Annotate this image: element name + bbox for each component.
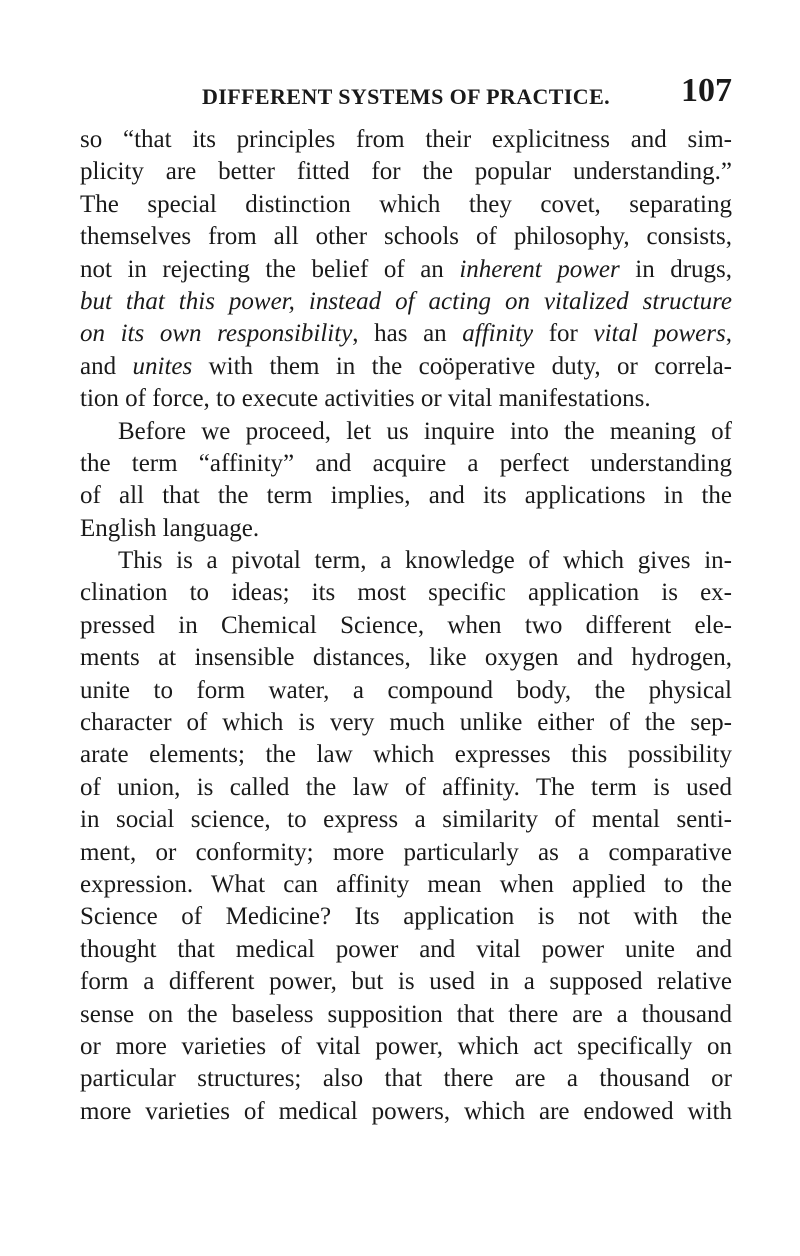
text-line — [80, 837, 732, 869]
text-line — [80, 804, 732, 836]
text-line — [80, 934, 732, 966]
text-run: the term “affinity” and acquire a perfect understanding — [80, 449, 732, 477]
text-line — [80, 286, 732, 318]
italic-run: affinity — [462, 320, 534, 348]
text-run: Science of Medicine? Its application is not with the — [80, 903, 732, 931]
text-run: sense on the baseless supposition that there are a thousand — [80, 1000, 732, 1028]
running-title: DIFFERENT SYSTEMS OF PRACTICE. — [202, 84, 611, 109]
text-run: not in rejecting the belief of an — [80, 255, 460, 283]
paragraph — [80, 545, 732, 1128]
text-line — [80, 707, 732, 739]
text-line — [80, 254, 732, 286]
page-number: 107 — [681, 72, 732, 109]
text-run: The special distinction which they covet, separating — [80, 190, 732, 218]
text-run: more varieties of medical powers, which are endowed with — [80, 1097, 732, 1125]
italic-run: unites — [132, 352, 193, 380]
text-run: with them in the coöperative duty, or correla- — [192, 352, 732, 380]
text-run: pressed in Chemical Science, when two different ele- — [80, 611, 732, 639]
text-line — [80, 448, 732, 480]
text-run: plicity are better fitted for the popular understanding.” — [80, 158, 732, 186]
text-line — [80, 577, 732, 609]
paragraph — [80, 416, 732, 546]
text-run: particular structures; also that there are a thousand or — [80, 1065, 732, 1093]
text-line — [80, 610, 732, 642]
text-run: Before we proceed, let us inquire into the meaning of — [118, 417, 732, 445]
text-run: so “that its principles from their explicitness and sim- — [80, 126, 732, 153]
text-run: and — [80, 352, 133, 380]
text-line — [80, 1031, 732, 1063]
text-run: , — [725, 320, 732, 348]
text-run: tion of force, to execute activities or vital manifestations. — [80, 385, 651, 413]
text-line — [80, 642, 732, 674]
text-run: thought that medical power and vital power unite and — [80, 935, 732, 963]
text-run: , has an — [352, 320, 463, 348]
text-line — [80, 772, 732, 804]
text-line — [80, 383, 732, 415]
text-line — [80, 966, 732, 998]
paragraph — [80, 124, 732, 416]
text-run: This is a pivotal term, a knowledge of which gives in- — [118, 547, 732, 575]
text-line — [80, 416, 732, 448]
running-head — [80, 70, 732, 110]
text-run: in social science, to express a similarity of mental senti- — [80, 806, 732, 834]
text-line — [80, 545, 732, 577]
text-line — [80, 480, 732, 512]
text-run: clination to ideas; its most specific application is ex- — [80, 579, 732, 607]
italic-run: inherent power — [459, 255, 620, 283]
text-run: or more varieties of vital power, which act specifically on — [80, 1032, 732, 1060]
text-line — [80, 124, 732, 156]
text-line — [80, 513, 732, 545]
text-run: arate elements; the law which expresses this possibility — [80, 741, 732, 769]
text-run: themselves from all other schools of philosophy, consists, — [80, 223, 732, 251]
text-run: ments at insensible distances, like oxygen and hydrogen, — [80, 644, 732, 672]
text-line — [80, 1063, 732, 1095]
text-run: of all that the term implies, and its applications in the — [80, 482, 732, 510]
text-run: English language. — [80, 514, 260, 542]
text-line — [80, 156, 732, 188]
text-line — [80, 869, 732, 901]
text-run: of union, is called the law of affinity. The term is used — [80, 773, 732, 801]
text-line — [80, 351, 732, 383]
text-run: ment, or conformity; more particularly as a comparative — [80, 838, 732, 866]
text-line — [80, 675, 732, 707]
text-line — [80, 1096, 732, 1128]
text-line — [80, 318, 732, 350]
italic-run: but that this power, instead of acting on vitalized structure — [80, 287, 732, 315]
text-run: character of which is very much unlike either of the sep- — [80, 709, 732, 737]
italic-run: on its own responsibility — [80, 320, 353, 348]
text-run: in drugs, — [619, 255, 733, 283]
text-line — [80, 189, 732, 221]
italic-run: vital powers — [593, 320, 726, 348]
text-line — [80, 221, 732, 253]
body-text — [80, 124, 732, 1128]
text-line — [80, 999, 732, 1031]
text-run: for — [533, 320, 594, 348]
text-line — [80, 901, 732, 933]
text-run: unite to form water, a compound body, the physical — [80, 676, 732, 704]
text-run: expression. What can affinity mean when applied to the — [80, 870, 732, 898]
text-line — [80, 739, 732, 771]
text-run: form a different power, but is used in a supposed relative — [80, 968, 732, 996]
